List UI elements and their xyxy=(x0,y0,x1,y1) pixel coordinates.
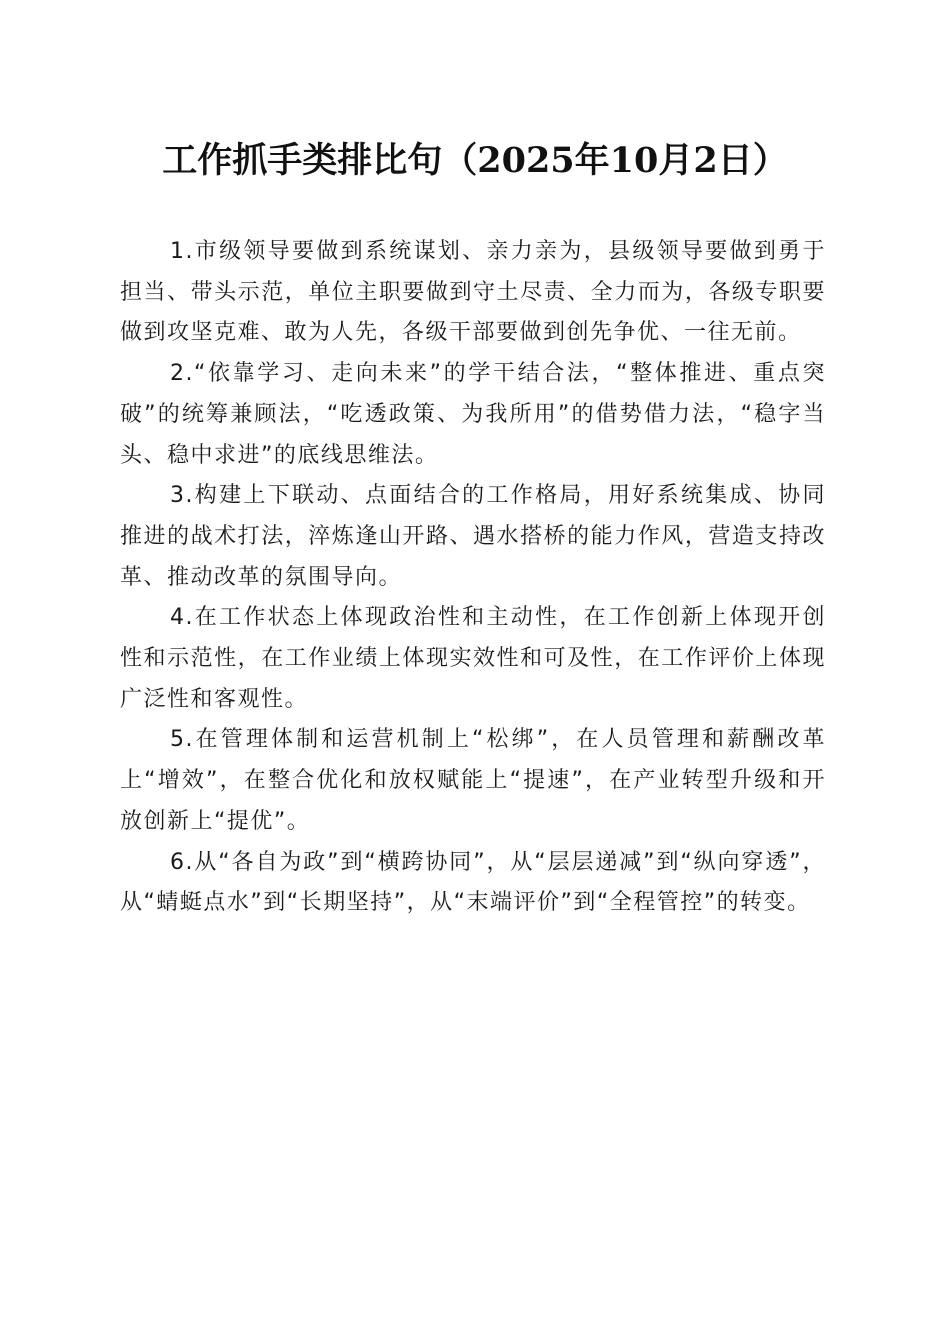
document-title: 工作抓手类排比句（2025年10月2日） xyxy=(162,140,788,181)
document-body xyxy=(120,232,826,924)
paragraph-1: 1.市级领导要做到系统谋划、亲力亲为，县级领导要做到勇于担当、带头示范，单位主职要做到守土尽责、全力而为，各级专职要做到攻坚克难、敢为人先，各级干部要做到创先争优、一往无前。 xyxy=(120,239,826,346)
paragraph-4: 4.在工作状态上体现政治性和主动性，在工作创新上体现开创性和示范性，在工作业绩上体现实效性和可及性，在工作评价上体现广泛性和客观性。 xyxy=(120,605,826,712)
paragraph-3: 3.构建上下联动、点面结合的工作格局，用好系统集成、协同推进的战术打法，淬炼逢山开路、遇水搭桥的能力作风，营造支持改革、推动改革的氛围导向。 xyxy=(120,483,826,590)
paragraph-2: 2.“依靠学习、走向未来”的学干结合法，“整体推进、重点突破”的统筹兼顾法，“吃透政策、为我所用”的借势借力法，“稳字当头、稳中求进”的底线思维法。 xyxy=(120,361,826,468)
paragraph-5: 5.在管理体制和运营机制上“松绑”，在人员管理和薪酬改革上“增效”，在整合优化和放权赋能上“提速”，在产业转型升级和开放创新上“提优”。 xyxy=(120,727,826,834)
paragraph-6: 6.从“各自为政”到“横跨协同”，从“层层递减”到“纵向穿透”，从“蜻蜓点水”到“长期坚持”，从“末端评价”到“全程管控”的转变。 xyxy=(120,849,826,916)
